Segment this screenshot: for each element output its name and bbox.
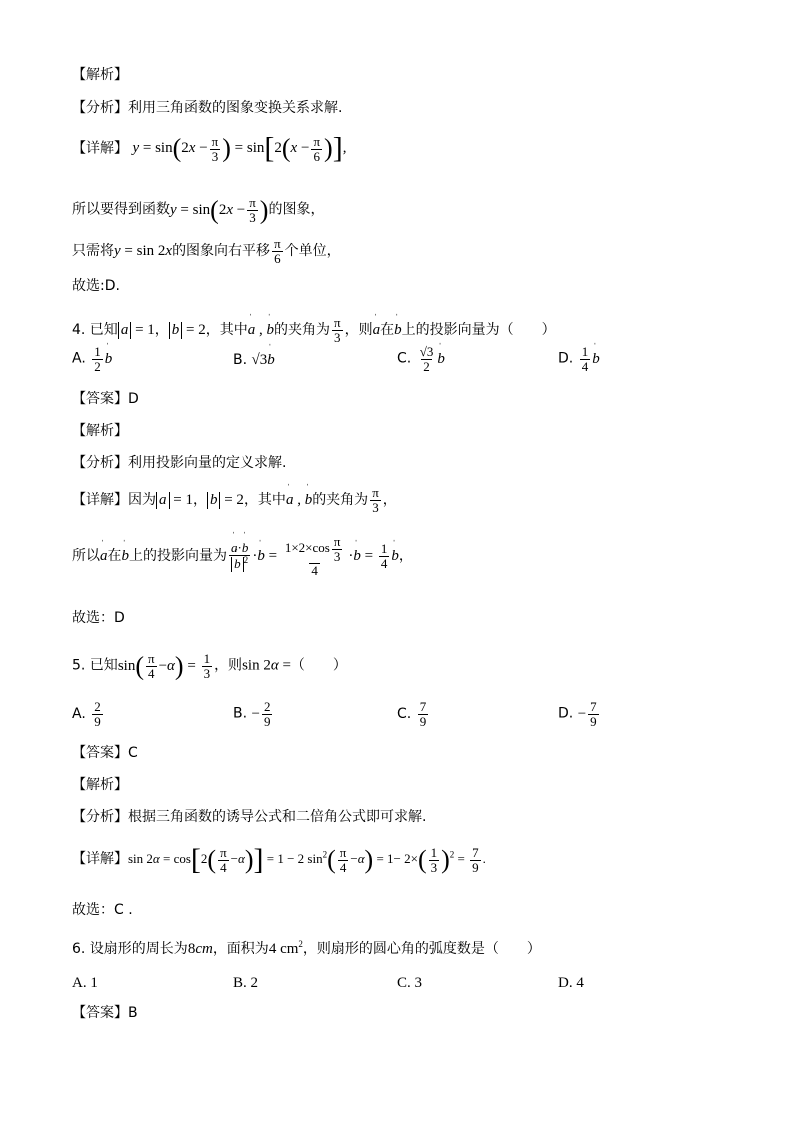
- question-4: 4. 已知 a = 1， b = 2，其中ˈ a , ˈ b的夹角为 $\frac{\pi}{3}$ ，则ˈ a在ˈ b上的投影向量为（ ）: [72, 316, 556, 344]
- q4-option-d: D. $\frac{1}{4}$ ˈ b: [558, 345, 600, 373]
- section-fenxi: 【分析】利用三角函数的图象变换关系求解.: [72, 100, 343, 116]
- daan-4: 【答案】D: [72, 391, 139, 407]
- q5-option-d: D. − $\frac{7}{9}$: [558, 699, 597, 729]
- jiexi-4: 【解析】: [72, 423, 128, 439]
- xiangjie-4: 【详解】因为 a = 1， b = 2，其中ˈ a , ˈ b的夹角为 $\frac{\pi}{3}$ ，: [72, 486, 397, 514]
- line-zhixu: 只需将y = sin 2x的图象向右平移 $\frac{\pi}{6}$ 个单位，: [72, 236, 341, 266]
- q4-option-a: A. $\frac{1}{2}$ ˈ b: [72, 345, 112, 373]
- daan-6: 【答案】B: [72, 1005, 138, 1021]
- jiexi-5: 【解析】: [72, 777, 128, 793]
- q5-option-b: B. − $\frac{2}{9}$: [233, 699, 271, 729]
- q4-option-b: B. √3ˈ b: [233, 352, 275, 369]
- guxuan-1: 故选:D.: [72, 278, 120, 294]
- q4-option-c: C. $\frac{√3}{2}$ ˈ b: [397, 345, 445, 373]
- guxuan-5: 故选：C .: [72, 902, 133, 918]
- q6-option-a: A. 1: [72, 975, 98, 991]
- q5-option-c: C. $\frac{7}{9}$: [397, 699, 427, 729]
- q6-option-c: C. 3: [397, 975, 423, 991]
- line-suoyi: 所以要得到函数y = sin(2x − $\frac{\pi}{3}$ )的图象，: [72, 195, 325, 225]
- fenxi-5: 【分析】根据三角函数的诱导公式和二倍角公式即可求解.: [72, 809, 427, 825]
- q6-option-d: D. 4: [558, 975, 584, 991]
- fenxi-4: 【分析】利用投影向量的定义求解.: [72, 455, 287, 471]
- section-xiangjie-formula: 【详解】 y = sin(2x − $\frac{\pi}{3}$ ) = sin[2(x − $\frac{\pi}{6}$ )],: [72, 132, 347, 165]
- guxuan-4: 故选：D: [72, 610, 125, 626]
- q5-option-a: A. $\frac{2}{9}$: [72, 699, 101, 729]
- daan-5: 【答案】C: [72, 745, 138, 761]
- projection-line: 所以ˈ a在ˈ b上的投影向量为 ˈ a·ˈ b ˈ b $^2$ ·ˈ b = 1×2×cos $\frac{\pi}{3}$ 4 ·ˈ b = $\frac{1}{4}$ ˈ b，: [72, 535, 413, 578]
- question-5: 5. 已知sin( $\frac{\pi}{4}$ −α) = $\frac{1}{3}$ ，则sin 2α =（ ）: [72, 651, 347, 681]
- q6-option-b: B. 2: [233, 975, 259, 991]
- formula: y = sin(2x − $\frac{\pi}{3}$ ) = sin[2(x − $\frac{\pi}{6}$ )],: [132, 132, 347, 165]
- xiangjie-5: 【详解】sin 2α = cos[2( $\frac{\pi}{4}$ −α)] = 1 − 2 $\sin^2$( $\frac{\pi}{4}$ −α) = 1− 2×( $\frac{1}{3}$ )$^2$ = $\frac{7}{9}$ .: [72, 843, 486, 876]
- question-6: 6. 设扇形的周长为8cm，面积为4 $cm^2$，则扇形的圆心角的弧度数是（ ）: [72, 939, 541, 957]
- section-jiexi: 【解析】: [72, 67, 128, 83]
